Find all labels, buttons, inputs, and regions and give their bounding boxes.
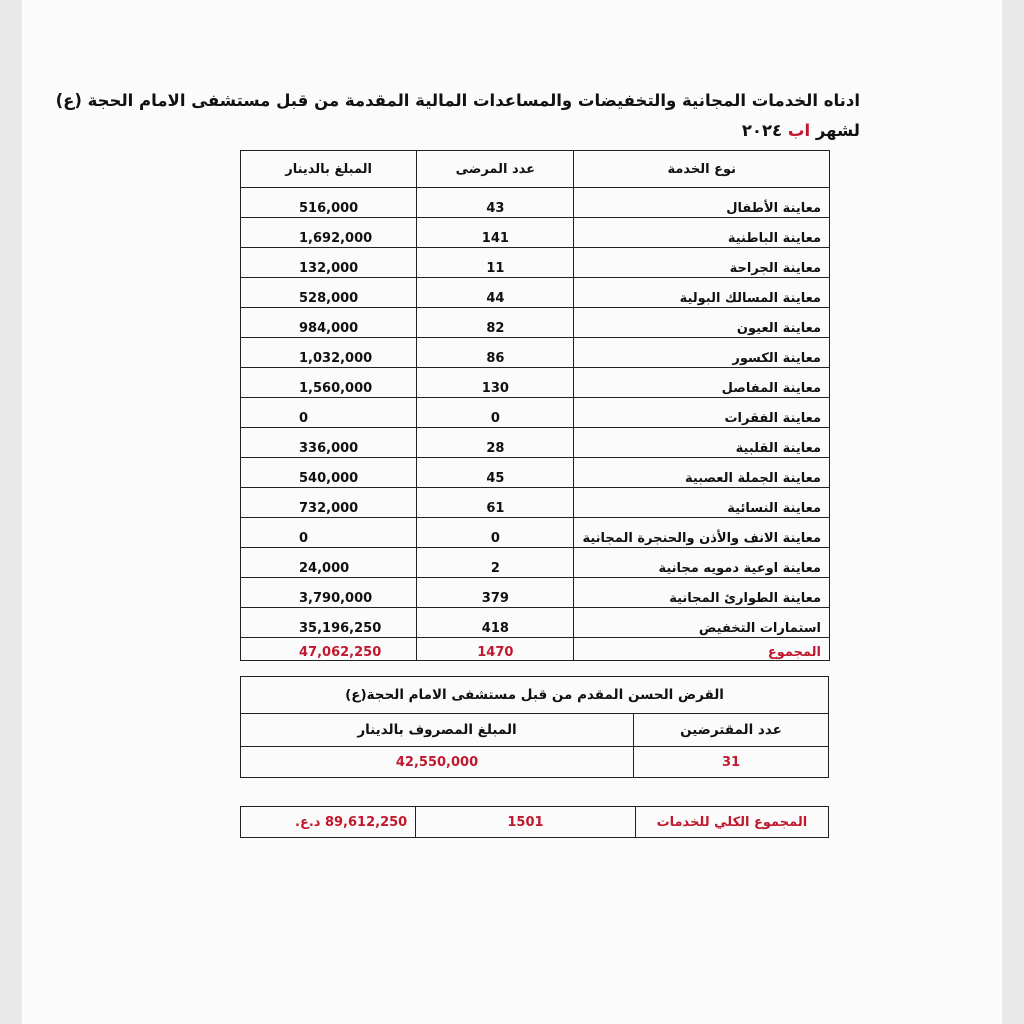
service-name: استمارات التخفيض (574, 608, 830, 638)
document-title (55, 86, 860, 146)
title-line-1: ادناه الخدمات المجانية والتخفيضات والمساعدات المالية المقدمة من قبل مستشفى الامام الحجة (ع) (55, 91, 860, 110)
header-borrowers-count: عدد المقترضين (634, 714, 829, 747)
grand-total-label: المجموع الكلي للخدمات (635, 807, 828, 838)
title-month-prefix: لشهر (810, 121, 860, 140)
table-row (241, 578, 830, 608)
patient-count: 0 (417, 518, 574, 548)
patient-count: 45 (417, 458, 574, 488)
service-name: معاينة الباطنية (574, 218, 830, 248)
title-month: اب (787, 121, 811, 140)
table-row (241, 188, 830, 218)
amount-value: 24,000 (241, 548, 417, 578)
service-name: معاينة الطوارئ المجانية (574, 578, 830, 608)
service-name: معاينة العيون (574, 308, 830, 338)
header-amount-spent: المبلغ المصروف بالدينار (241, 714, 634, 747)
patient-count: 86 (417, 338, 574, 368)
table-row (241, 218, 830, 248)
loan-table-values (241, 747, 829, 778)
borrowers-count: 31 (634, 747, 829, 778)
patient-count: 0 (417, 398, 574, 428)
patient-count: 28 (417, 428, 574, 458)
patient-count: 11 (417, 248, 574, 278)
amount-value: 1,032,000 (241, 338, 417, 368)
amount-value: 132,000 (241, 248, 417, 278)
amount-value: 336,000 (241, 428, 417, 458)
service-name: معاينة المسالك البولية (574, 278, 830, 308)
service-name: معاينة الفقرات (574, 398, 830, 428)
grand-total-amount: 89,612,250 د.ع. (241, 807, 416, 838)
service-name: معاينة الكسور (574, 338, 830, 368)
amount-value: 3,790,000 (241, 578, 417, 608)
service-name: معاينة النسائية (574, 488, 830, 518)
header-amount: المبلغ بالدينار (241, 151, 417, 188)
patient-count: 61 (417, 488, 574, 518)
loan-table (240, 676, 829, 778)
table-row (241, 278, 830, 308)
service-name: معاينة القلبية (574, 428, 830, 458)
title-year: ٢٠٢٤ (741, 121, 788, 140)
total-amount: 47,062,250 (241, 638, 417, 661)
amount-value: 516,000 (241, 188, 417, 218)
table-row (241, 368, 830, 398)
patient-count: 418 (417, 608, 574, 638)
patient-count: 130 (417, 368, 574, 398)
grand-total-count: 1501 (416, 807, 636, 838)
amount-value: 984,000 (241, 308, 417, 338)
patient-count: 43 (417, 188, 574, 218)
services-table (240, 150, 830, 661)
table-row (241, 428, 830, 458)
loan-table-header (241, 714, 829, 747)
amount-value: 35,196,250 (241, 608, 417, 638)
service-name: معاينة المفاصل (574, 368, 830, 398)
service-name: معاينة اوعية دمويه مجانية (574, 548, 830, 578)
service-name: معاينة الانف والأذن والحنجرة المجانية (574, 518, 830, 548)
amount-value: 528,000 (241, 278, 417, 308)
table-row (241, 458, 830, 488)
services-table-header (241, 151, 830, 188)
amount-spent: 42,550,000 (241, 747, 634, 778)
total-label: المجموع (574, 638, 830, 661)
amount-value: 732,000 (241, 488, 417, 518)
grand-total-table (240, 806, 829, 838)
title-line-2 (150, 116, 860, 146)
table-row (241, 248, 830, 278)
table-row (241, 608, 830, 638)
table-row (241, 548, 830, 578)
loan-table-title: القرض الحسن المقدم من قبل مستشفى الامام الحجة(ع) (241, 677, 829, 714)
table-row (241, 518, 830, 548)
table-row (241, 488, 830, 518)
patient-count: 379 (417, 578, 574, 608)
patient-count: 141 (417, 218, 574, 248)
header-patient-count: عدد المرضى (417, 151, 574, 188)
total-row (241, 638, 830, 661)
amount-value: 1,560,000 (241, 368, 417, 398)
amount-value: 0 (241, 398, 417, 428)
service-name: معاينة الجراحة (574, 248, 830, 278)
amount-value: 540,000 (241, 458, 417, 488)
table-row (241, 398, 830, 428)
service-name: معاينة الأطفال (574, 188, 830, 218)
service-name: معاينة الجملة العصبية (574, 458, 830, 488)
grand-total-row (241, 807, 829, 838)
patient-count: 82 (417, 308, 574, 338)
patient-count: 44 (417, 278, 574, 308)
patient-count: 2 (417, 548, 574, 578)
table-row (241, 338, 830, 368)
total-patients: 1470 (417, 638, 574, 661)
header-service-type: نوع الخدمة (574, 151, 830, 188)
loan-table-title-row (241, 677, 829, 714)
amount-value: 0 (241, 518, 417, 548)
table-row (241, 308, 830, 338)
amount-value: 1,692,000 (241, 218, 417, 248)
